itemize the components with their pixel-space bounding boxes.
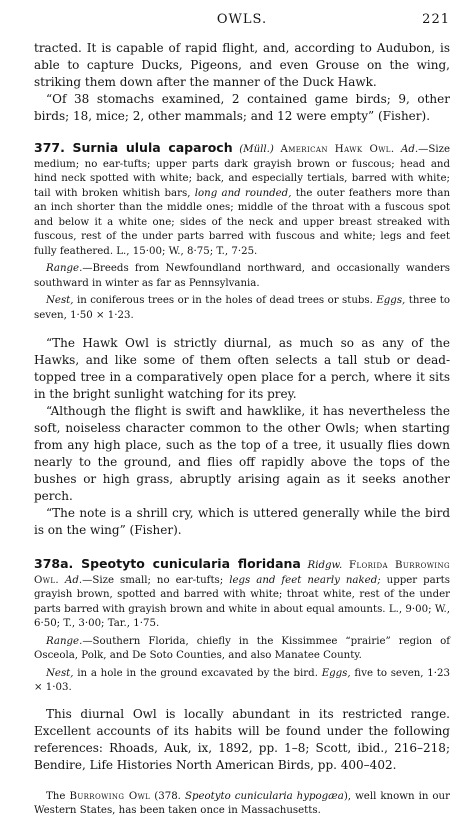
species-377-description	[34, 141, 450, 259]
footer-note-text: ), well known in our Western States, has been taken once in Massachusetts.	[34, 790, 450, 816]
nest-text: in a hole in the ground excavated by the bird.	[77, 667, 318, 679]
range-text: —Southern Florida, chiefly in the Kissimmee “prairie” region of Osceola, Polk, and De Soto Counties, and also Manatee County.	[34, 635, 450, 661]
description-text: upper parts grayish brown, spotted and barred with white; throat white, rest of the under parts barred with grayish brown and white in about equal amounts. L., 9·00; W., 6·50; T., 3·00; Tar., 1·75.	[34, 574, 450, 629]
description-text: —Size medium; no ear-tufts; upper parts dark grayish brown or fuscous; head and hind neck spotted with white; back, and especially tertials, barred with white; tail with broken whitish bars,	[34, 144, 450, 199]
species-377-quote-2: “Although the flight is swift and hawklike, it has nevertheless the soft, noiseless character common to the other Owls; when starting from any high place, such as the top of a tree, it usually flies down nearly to the ground, and flies off rapidly above the tops of the bushes or high grass, abruptly arising again as it seeks another perch.	[34, 404, 450, 503]
species-377	[34, 141, 450, 539]
footer-note	[34, 790, 450, 819]
species-377-common-name: American Hawk Owl.	[280, 144, 395, 155]
species-378a-range	[34, 635, 450, 664]
adult-label: Ad.	[65, 574, 83, 586]
description-text: the outer feathers more than an inch shorter than the middle ones; middle of the throat with a fuscous spot and below it a white one; sides of the neck and upper breast streaked with fuscous, rest of the under parts barred with fuscous and white; legs and feet fully feathered. L., 15·00; W., 8·75; T., 7·25.	[34, 187, 450, 257]
page-body	[34, 40, 450, 819]
nest-label: Nest,	[46, 667, 74, 679]
running-header	[34, 12, 450, 32]
eggs-text: three to seven, 1·50 × 1·23.	[34, 295, 450, 321]
intro-paragraph: tracted. It is capable of rapid flight, and, according to Audubon, is able to capture Ducks, Pigeons, and even Grouse on the wing, striking them down after the manner of the Duck Hawk.	[34, 41, 450, 89]
species-377-heading: 377. Surnia ulula caparoch	[34, 140, 233, 155]
range-text: —Breeds from Newfoundland northward, and occasionally wanders southward in winter as far as Pennsylvania.	[34, 263, 450, 289]
species-377-nest	[34, 294, 450, 323]
footer-note-scientific-name: Speotyto cunicularia hypogæa	[184, 790, 344, 802]
footer-note-lead: The	[46, 790, 66, 802]
eggs-label: Eggs,	[321, 667, 351, 679]
nest-text: in coniferous trees or in the holes of dead trees or stubs.	[76, 295, 373, 306]
footer-note-number: (378.	[154, 790, 181, 802]
intro-quote: “Of 38 stomachs examined, 2 contained game birds; 9, other birds; 18, mice; 2, other mammals; and 12 were empty” (Fisher).	[34, 92, 450, 123]
description-text: —Size small; no ear-tufts;	[82, 574, 224, 586]
species-378a-description	[34, 557, 450, 632]
eggs-text: five to seven, 1·23 × 1·03.	[34, 667, 450, 693]
species-378a-common-name: Florida Burrowing Owl.	[34, 560, 450, 586]
eggs-label: Eggs,	[376, 295, 406, 306]
species-378a-heading: 378a. Speotyto cunicularia floridana	[34, 556, 301, 571]
footer-note-common-name: Burrowing Owl	[69, 790, 151, 802]
running-title: OWLS.	[216, 12, 268, 27]
description-italic: legs and feet nearly naked;	[229, 574, 381, 586]
page-number: 221	[422, 12, 450, 27]
species-378a-authority: Ridgw.	[307, 560, 343, 571]
description-italic: long and rounded,	[194, 187, 292, 199]
species-378a-paragraph: This diurnal Owl is locally abundant in its restricted range. Excellent accounts of its habits will be found under the following references: Rhoads, Auk, ix, 1892, pp. 1–8; Scott, ibid., 216–218; Bendire, Life Histories North American Birds, pp. 400–402.	[34, 706, 450, 772]
species-378a-nest	[34, 667, 450, 696]
range-label: Range.	[46, 263, 83, 274]
species-377-authority: (Müll.)	[239, 144, 274, 155]
adult-label: Ad.	[401, 144, 419, 155]
species-377-range	[34, 262, 450, 291]
species-378a	[34, 557, 450, 774]
species-377-quote-1: “The Hawk Owl is strictly diurnal, as much so as any of the Hawks, and like some of them often selects a tall stub or dead-topped tree in a comparatively open place for a perch, where it sits in the bright sunlight watching for its prey.	[34, 336, 450, 401]
nest-label: Nest,	[46, 295, 74, 306]
species-377-quote-3: “The note is a shrill cry, which is uttered generally while the bird is on the wing” (Fisher).	[34, 506, 450, 537]
range-label: Range.	[46, 635, 83, 647]
